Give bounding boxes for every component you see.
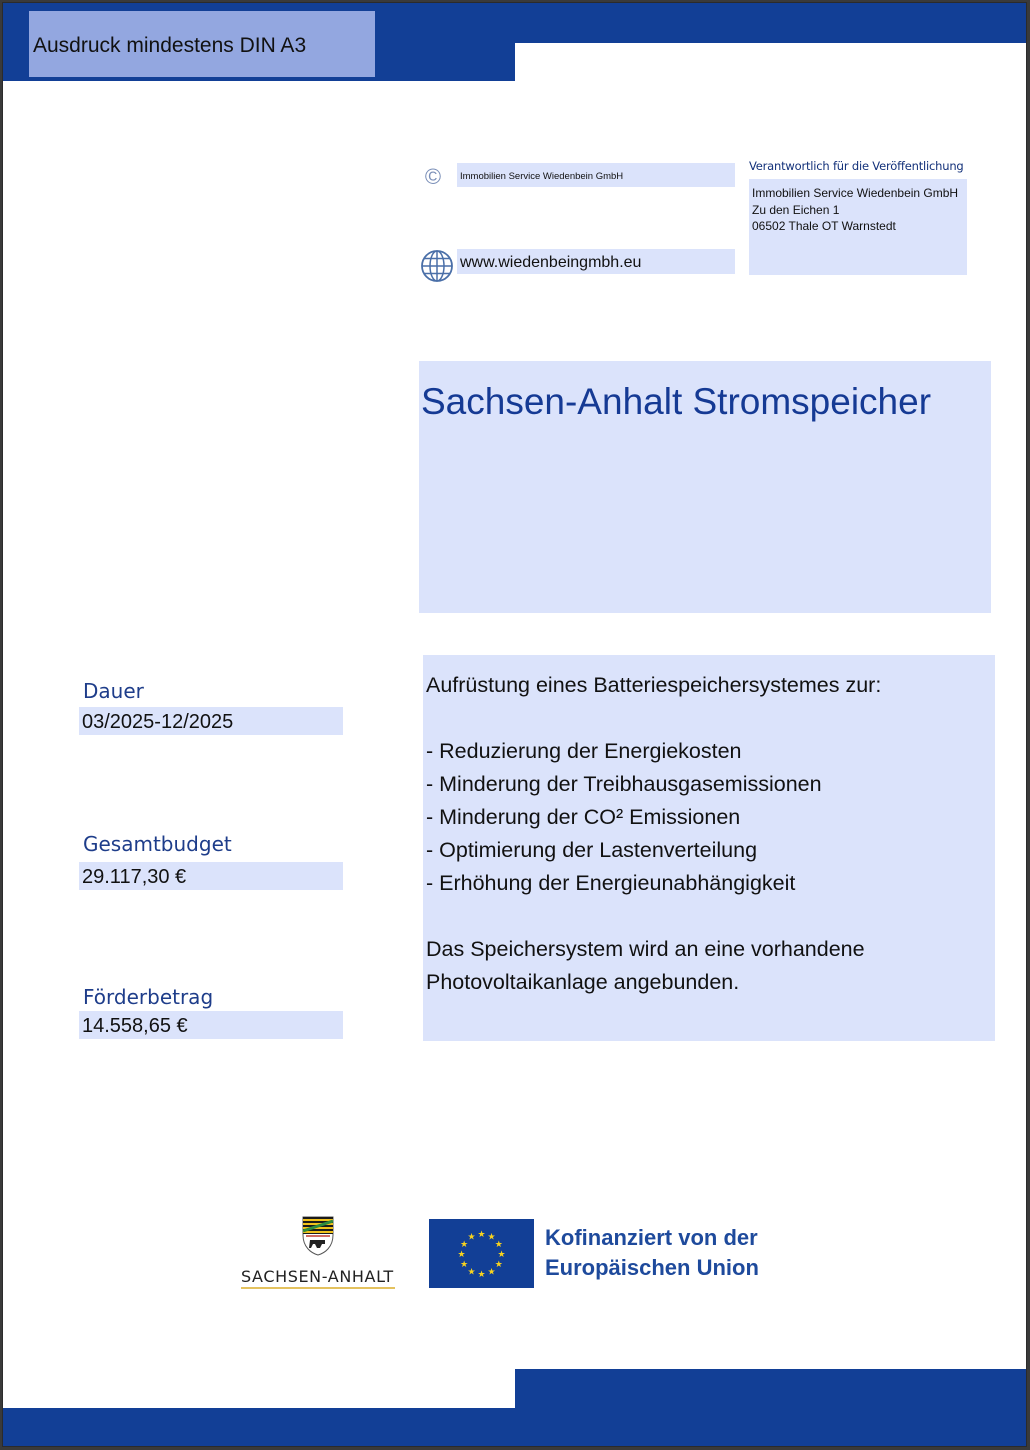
- bottom-band-right: [515, 1369, 1027, 1447]
- description-intro: Aufrüstung eines Batteriespeichersystemes zur:: [426, 673, 882, 697]
- svg-text:★: ★: [460, 1240, 469, 1250]
- description-item: - Optimierung der Lastenverteilung: [426, 838, 758, 862]
- responsible-city: 06502 Thale OT Warnstedt: [752, 219, 896, 233]
- eu-flag-icon: [429, 1219, 534, 1288]
- svg-text:★: ★: [494, 1260, 503, 1270]
- svg-text:★: ★: [497, 1250, 506, 1260]
- budget-label: Gesamtbudget: [83, 832, 232, 856]
- sachsen-anhalt-underline: [241, 1287, 395, 1289]
- svg-text:★: ★: [477, 1230, 486, 1240]
- description-spacer: [426, 702, 995, 735]
- top-band-right: [515, 3, 1027, 43]
- description-outro: Das Speichersystem wird an eine vorhandene: [426, 937, 865, 961]
- description-item: - Minderung der CO² Emissionen: [426, 805, 741, 829]
- duration-field[interactable]: 03/2025-12/2025: [79, 707, 343, 735]
- svg-text:★: ★: [467, 1232, 476, 1243]
- globe-icon: [420, 249, 454, 283]
- description-item: - Reduzierung der Energiekosten: [426, 739, 742, 763]
- website-field[interactable]: www.wiedenbeingmbh.eu: [457, 249, 735, 274]
- project-description-field[interactable]: [423, 655, 995, 1041]
- eu-cofunding-text: [545, 1223, 759, 1282]
- poster-page: [2, 2, 1027, 1447]
- print-size-note: Ausdruck mindestens DIN A3: [29, 11, 375, 77]
- svg-text:★: ★: [477, 1270, 486, 1280]
- sachsen-anhalt-wordmark: SACHSEN-ANHALT: [241, 1267, 394, 1286]
- duration-label: Dauer: [83, 679, 144, 703]
- description-item: - Minderung der Treibhausgasemissionen: [426, 772, 822, 796]
- description-item: - Erhöhung der Energieunabhängigkeit: [426, 871, 796, 895]
- description-outro: Photovoltaikanlage angebunden.: [426, 970, 740, 994]
- project-title-field[interactable]: Sachsen-Anhalt Stromspeicher: [419, 361, 991, 613]
- copyright-holder-field[interactable]: Immobilien Service Wiedenbein GmbH: [457, 163, 735, 187]
- budget-field[interactable]: 29.117,30 €: [79, 862, 343, 890]
- bottom-band-left: [3, 1408, 515, 1447]
- eu-cofunding-line1: Kofinanziert von der: [545, 1225, 758, 1250]
- svg-text:★: ★: [487, 1232, 496, 1243]
- svg-text:★: ★: [460, 1260, 469, 1270]
- eu-cofunding-line2: Europäischen Union: [545, 1254, 759, 1280]
- funding-field[interactable]: 14.558,65 €: [79, 1011, 343, 1039]
- svg-text:★: ★: [467, 1267, 476, 1278]
- responsible-address-field[interactable]: [749, 179, 967, 275]
- copyright-icon: ©: [424, 164, 442, 189]
- funding-label: Förderbetrag: [83, 985, 214, 1009]
- responsible-heading: Verantwortlich für die Veröffentlichung: [749, 159, 964, 173]
- description-spacer: [426, 900, 995, 933]
- svg-text:★: ★: [487, 1267, 496, 1278]
- responsible-street: Zu den Eichen 1: [752, 202, 840, 217]
- responsible-company: Immobilien Service Wiedenbein GmbH: [752, 186, 959, 200]
- svg-text:★: ★: [457, 1250, 466, 1260]
- svg-text:★: ★: [494, 1240, 503, 1250]
